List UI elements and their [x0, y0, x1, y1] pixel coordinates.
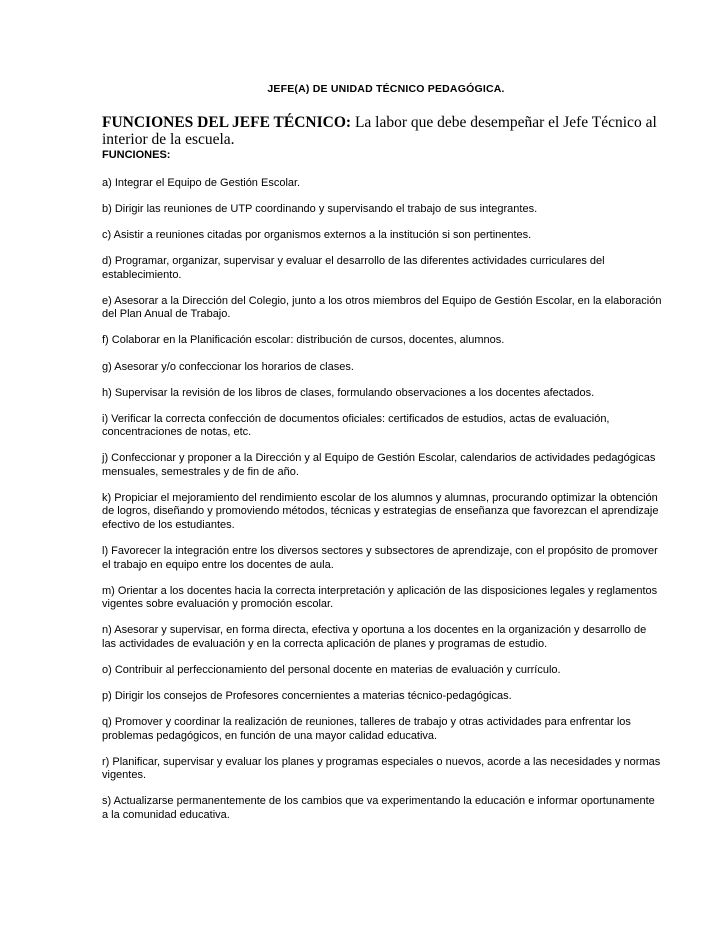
function-item-d: d) Programar, organizar, supervisar y evaluar el desarrollo de las diferentes actividades curriculares del establecimiento. [102, 255, 605, 281]
section-heading-text: La labor que debe desempeñar el Jefe Técnico al interior de la escuela. [102, 114, 657, 148]
function-item-n: n) Asesorar y supervisar, en forma directa, efectiva y oportuna a los docentes en la organización y desarrollo de las actividades de evaluación y en la correcta aplicación de planes y programas de estudio. [102, 624, 647, 650]
document-title: JEFE(A) DE UNIDAD TÉCNICO PEDAGÓGICA. [267, 83, 505, 95]
function-item-j: j) Confeccionar y proponer a la Dirección y al Equipo de Gestión Escolar, calendarios de actividades pedagógicas mensuales, semestrales y de fin de año. [102, 452, 656, 478]
functions-subheading: FUNCIONES: [102, 149, 171, 161]
section-heading-bold: FUNCIONES DEL JEFE TÉCNICO: [102, 114, 352, 131]
function-item-a: a) Integrar el Equipo de Gestión Escolar. [102, 177, 301, 189]
functions-list [102, 177, 662, 822]
function-item-q: q) Promover y coordinar la realización de reuniones, talleres de trabajo y otras actividades para enfrentar los problemas pedagógicos, en función de una mayor calidad educativa. [102, 716, 631, 742]
function-item-l: l) Favorecer la integración entre los diversos sectores y subsectores de aprendizaje, con el propósito de promover el trabajo en equipo entre los docentes de aula. [102, 545, 658, 571]
function-item-m: m) Orientar a los docentes hacia la correcta interpretación y aplicación de las disposiciones legales y reglamentos vigentes sobre evaluación y promoción escolar. [102, 584, 658, 611]
function-item-p: p) Dirigir los consejos de Profesores concernientes a materias técnico-pedagógicas. [102, 689, 512, 702]
function-item-g: g) Asesorar y/o confeccionar los horarios de clases. [102, 360, 354, 373]
function-item-h: h) Supervisar la revisión de los libros de clases, formulando observaciones a los docentes afectados. [102, 386, 595, 399]
function-item-k: k) Propiciar el mejoramiento del rendimiento escolar de los alumnos y alumnas, procurando optimizar la obtención de logros, diseñando y promoviendo métodos, técnicas y estrategias de enseñanza que favorezcan el aprendizaje efectivo de los estudiantes. [102, 491, 659, 531]
document-page [102, 83, 662, 835]
function-item-r: r) Planificar, supervisar y evaluar los planes y programas especiales o nuevos, acorde a las necesidades y normas vigentes. [102, 755, 661, 782]
function-item-b: b) Dirigir las reuniones de UTP coordinando y supervisando el trabajo de sus integrantes. [102, 203, 538, 216]
function-item-o: o) Contribuir al perfeccionamiento del personal docente en materias de evaluación y currículo. [102, 663, 561, 676]
section-heading [102, 114, 662, 148]
function-item-c: c) Asistir a reuniones citadas por organismos externos a la institución si son pertinentes. [102, 229, 532, 242]
function-item-s: s) Actualizarse permanentemente de los cambios que va experimentando la educación e informar oportunamente a la comunidad educativa. [102, 795, 655, 821]
function-item-e: e) Asesorar a la Dirección del Colegio, junto a los otros miembros del Equipo de Gestión Escolar, en la elaboración del Plan Anual de Trabajo. [102, 294, 662, 321]
function-item-i: i) Verificar la correcta confección de documentos oficiales: certificados de estudios, actas de evaluación, concentraciones de notas, etc. [102, 412, 610, 439]
function-item-f: f) Colaborar en la Planificación escolar: distribución de cursos, docentes, alumnos. [102, 334, 505, 347]
